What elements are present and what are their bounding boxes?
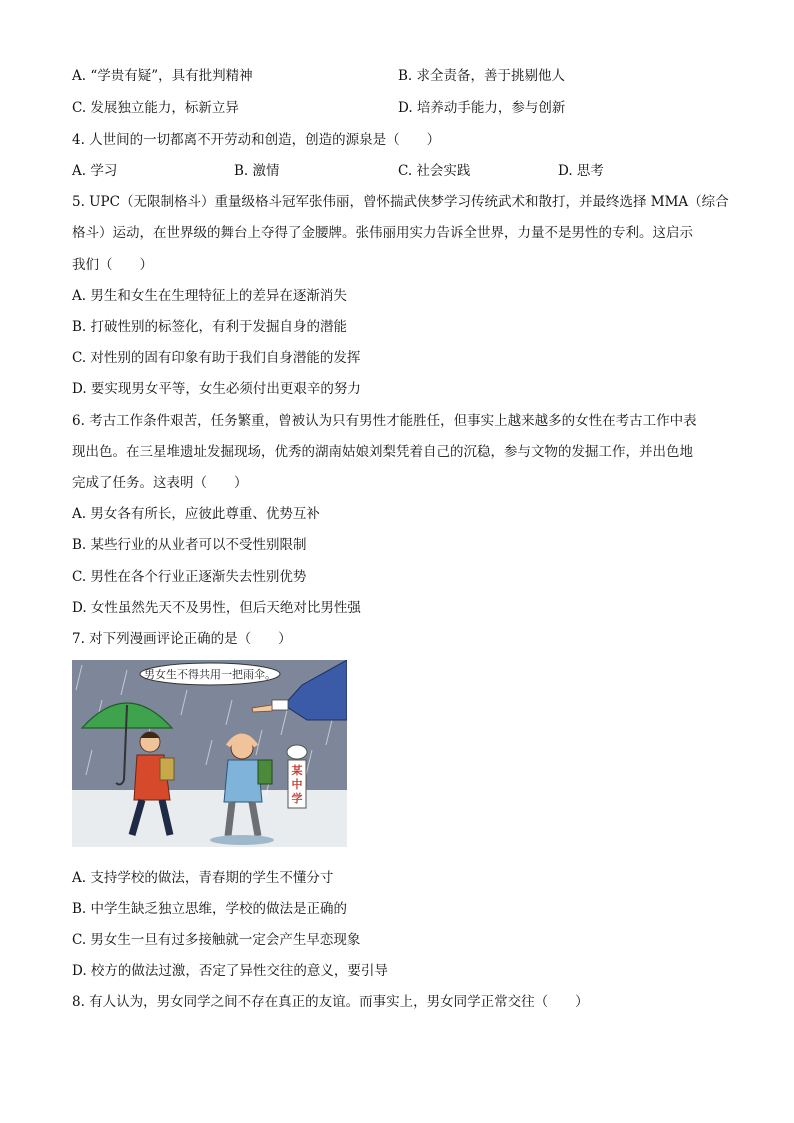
speech-text: 男女生不得共用一把雨伞。 (144, 668, 276, 681)
q5-stem-line-1: 5. UPC（无限制格斗）重量级格斗冠军张伟丽，曾怀揣武侠梦学习传统武术和散打，并最终选择 MMA（综合 (72, 194, 729, 210)
q7-option-b[interactable]: B. 中学生缺乏独立思维，学校的做法是正确的 (72, 901, 348, 917)
q4-option-d[interactable]: D. 思考 (558, 163, 604, 179)
school-sign (287, 745, 307, 808)
q4-stem: 4. 人世间的一切都离不开劳动和创造，创造的源泉是（ ） (72, 132, 441, 148)
q6-stem-line-1: 6. 考古工作条件艰苦，任务繁重，曾被认为只有男性才能胜任，但事实上越来越多的女性在考古工作中表 (72, 413, 697, 429)
q5-option-a[interactable]: A. 男生和女生在生理特征上的差异在逐渐消失 (72, 288, 347, 304)
q8-stem: 8. 有人认为，男女同学之间不存在真正的友谊。而事实上，男女同学正常交往（ ） (72, 994, 589, 1010)
q4-option-b[interactable]: B. 激情 (234, 163, 280, 179)
q7-stem: 7. 对下列漫画评论正确的是（ ） (72, 631, 292, 647)
q7-option-d[interactable]: D. 校方的做法过激，否定了异性交往的意义，要引导 (72, 963, 388, 979)
q3-option-d[interactable]: D. 培养动手能力，参与创新 (398, 100, 566, 116)
q3-option-c[interactable]: C. 发展独立能力，标新立异 (72, 100, 239, 116)
q6-stem-line-3: 完成了任务。这表明（ ） (72, 475, 248, 491)
q6-option-a[interactable]: A. 男女各有所长，应彼此尊重、优势互补 (72, 506, 320, 522)
school-sign-char-3: 学 (291, 792, 303, 805)
q4-option-a[interactable]: A. 学习 (72, 163, 118, 179)
q5-option-c[interactable]: C. 对性别的固有印象有助于我们自身潜能的发挥 (72, 350, 361, 366)
q7-option-a[interactable]: A. 支持学校的做法，青春期的学生不懂分寸 (72, 870, 334, 886)
school-sign-char-2: 中 (291, 778, 303, 791)
q5-option-b[interactable]: B. 打破性别的标签化，有利于发掘自身的潜能 (72, 319, 348, 335)
school-sign-char-1: 某 (291, 764, 303, 777)
q6-option-b[interactable]: B. 某些行业的从业者可以不受性别限制 (72, 537, 307, 553)
q5-stem-line-3: 我们（ ） (72, 257, 153, 273)
q4-option-c[interactable]: C. 社会实践 (398, 163, 471, 179)
q6-stem-line-2: 现出色。在三星堆遗址发掘现场，优秀的湖南姑娘刘梨凭着自己的沉稳，参与文物的发掘工作，并出色地 (72, 444, 693, 460)
q3-option-a[interactable]: A. “学贵有疑”，具有批判精神 (72, 68, 253, 84)
q3-option-b[interactable]: B. 求全责备，善于挑剔他人 (398, 68, 566, 84)
q6-option-c[interactable]: C. 男性在各个行业正逐渐失去性别优势 (72, 569, 307, 585)
speech-bubble (140, 663, 280, 685)
q5-stem-line-2: 格斗）运动，在世界级的舞台上夺得了金腰牌。张伟丽用实力告诉全世界，力量不是男性的专利。这启示 (72, 225, 693, 241)
q7-cartoon (72, 660, 347, 847)
q6-option-d[interactable]: D. 女性虽然先天不及男性，但后天绝对比男性强 (72, 600, 361, 616)
q5-option-d[interactable]: D. 要实现男女平等，女生必须付出更艰辛的努力 (72, 381, 361, 397)
q7-option-c[interactable]: C. 男女生一旦有过多接触就一定会产生早恋现象 (72, 932, 361, 948)
